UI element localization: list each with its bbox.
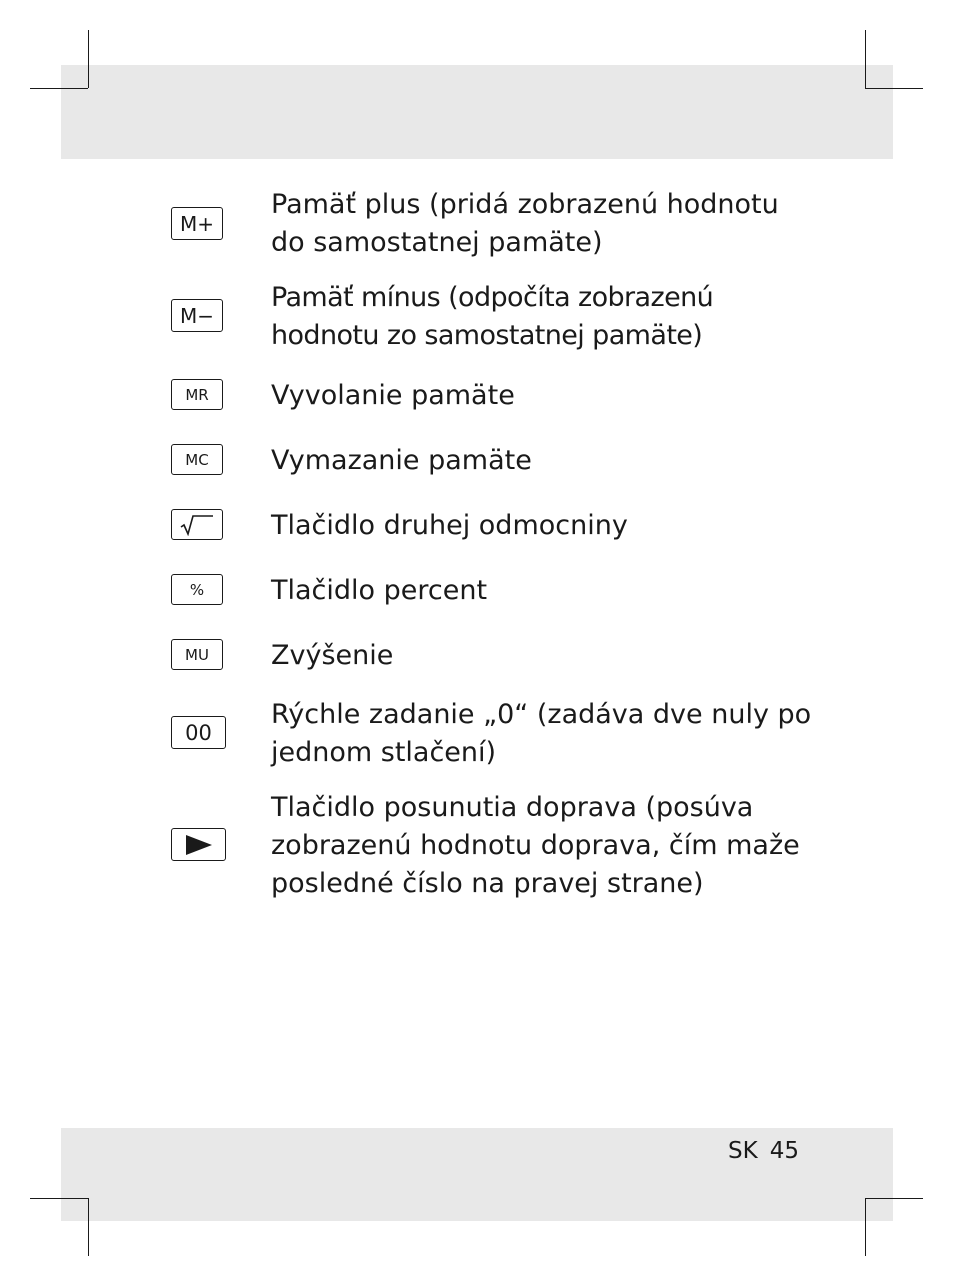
item-description — [271, 377, 801, 415]
description-line: Rýchle zadanie „0“ (zadáva dve nuly po — [271, 699, 812, 730]
item-description — [271, 789, 801, 903]
language-code: SK — [728, 1138, 758, 1164]
double-zero-key-icon: 00 — [171, 716, 226, 749]
crop-mark — [88, 30, 89, 88]
crop-mark — [865, 30, 866, 88]
description-line: Tlačidlo percent — [271, 575, 488, 606]
item-description — [271, 696, 812, 772]
item-description — [271, 572, 801, 610]
description-line: do samostatnej pamäte) — [271, 227, 603, 258]
memory-plus-key-icon: M+ — [171, 207, 223, 240]
page-number-value: 45 — [769, 1138, 799, 1164]
description-line: Zvýšenie — [271, 640, 394, 671]
item-description — [271, 279, 801, 355]
memory-recall-key-icon: MR — [171, 379, 223, 410]
description-line: Pamäť mínus (odpočíta zobrazenú — [271, 282, 714, 313]
crop-mark — [865, 1198, 866, 1256]
item-description — [271, 186, 801, 262]
percent-key-icon: % — [171, 574, 223, 605]
item-description — [271, 442, 801, 480]
header-band — [61, 65, 893, 159]
memory-clear-key-icon: MC — [171, 444, 223, 475]
page-number — [728, 1138, 799, 1164]
description-line: jednom stlačení) — [271, 737, 497, 768]
description-line: Tlačidlo posunutia doprava (posúva — [271, 792, 754, 823]
description-line: zobrazenú hodnotu doprava, čím maže — [271, 830, 800, 861]
description-line: Vyvolanie pamäte — [271, 380, 515, 411]
description-line: posledné číslo na pravej strane) — [271, 868, 704, 899]
item-description — [271, 507, 801, 545]
crop-mark — [88, 1198, 89, 1256]
right-shift-key-icon — [171, 828, 226, 861]
square-root-icon — [179, 514, 215, 536]
crop-mark — [30, 1198, 88, 1199]
play-arrow-icon — [184, 834, 214, 856]
crop-mark — [30, 88, 88, 89]
description-line: Pamäť plus (pridá zobrazenú hodnotu — [271, 189, 779, 220]
crop-mark — [865, 88, 923, 89]
description-line: hodnotu zo samostatnej pamäte) — [271, 320, 703, 351]
description-line: Vymazanie pamäte — [271, 445, 532, 476]
square-root-key-icon — [171, 509, 223, 540]
item-description — [271, 637, 801, 675]
markup-key-icon: MU — [171, 639, 223, 670]
description-line: Tlačidlo druhej odmocniny — [271, 510, 628, 541]
memory-minus-key-icon: M− — [171, 299, 223, 332]
crop-mark — [865, 1198, 923, 1199]
